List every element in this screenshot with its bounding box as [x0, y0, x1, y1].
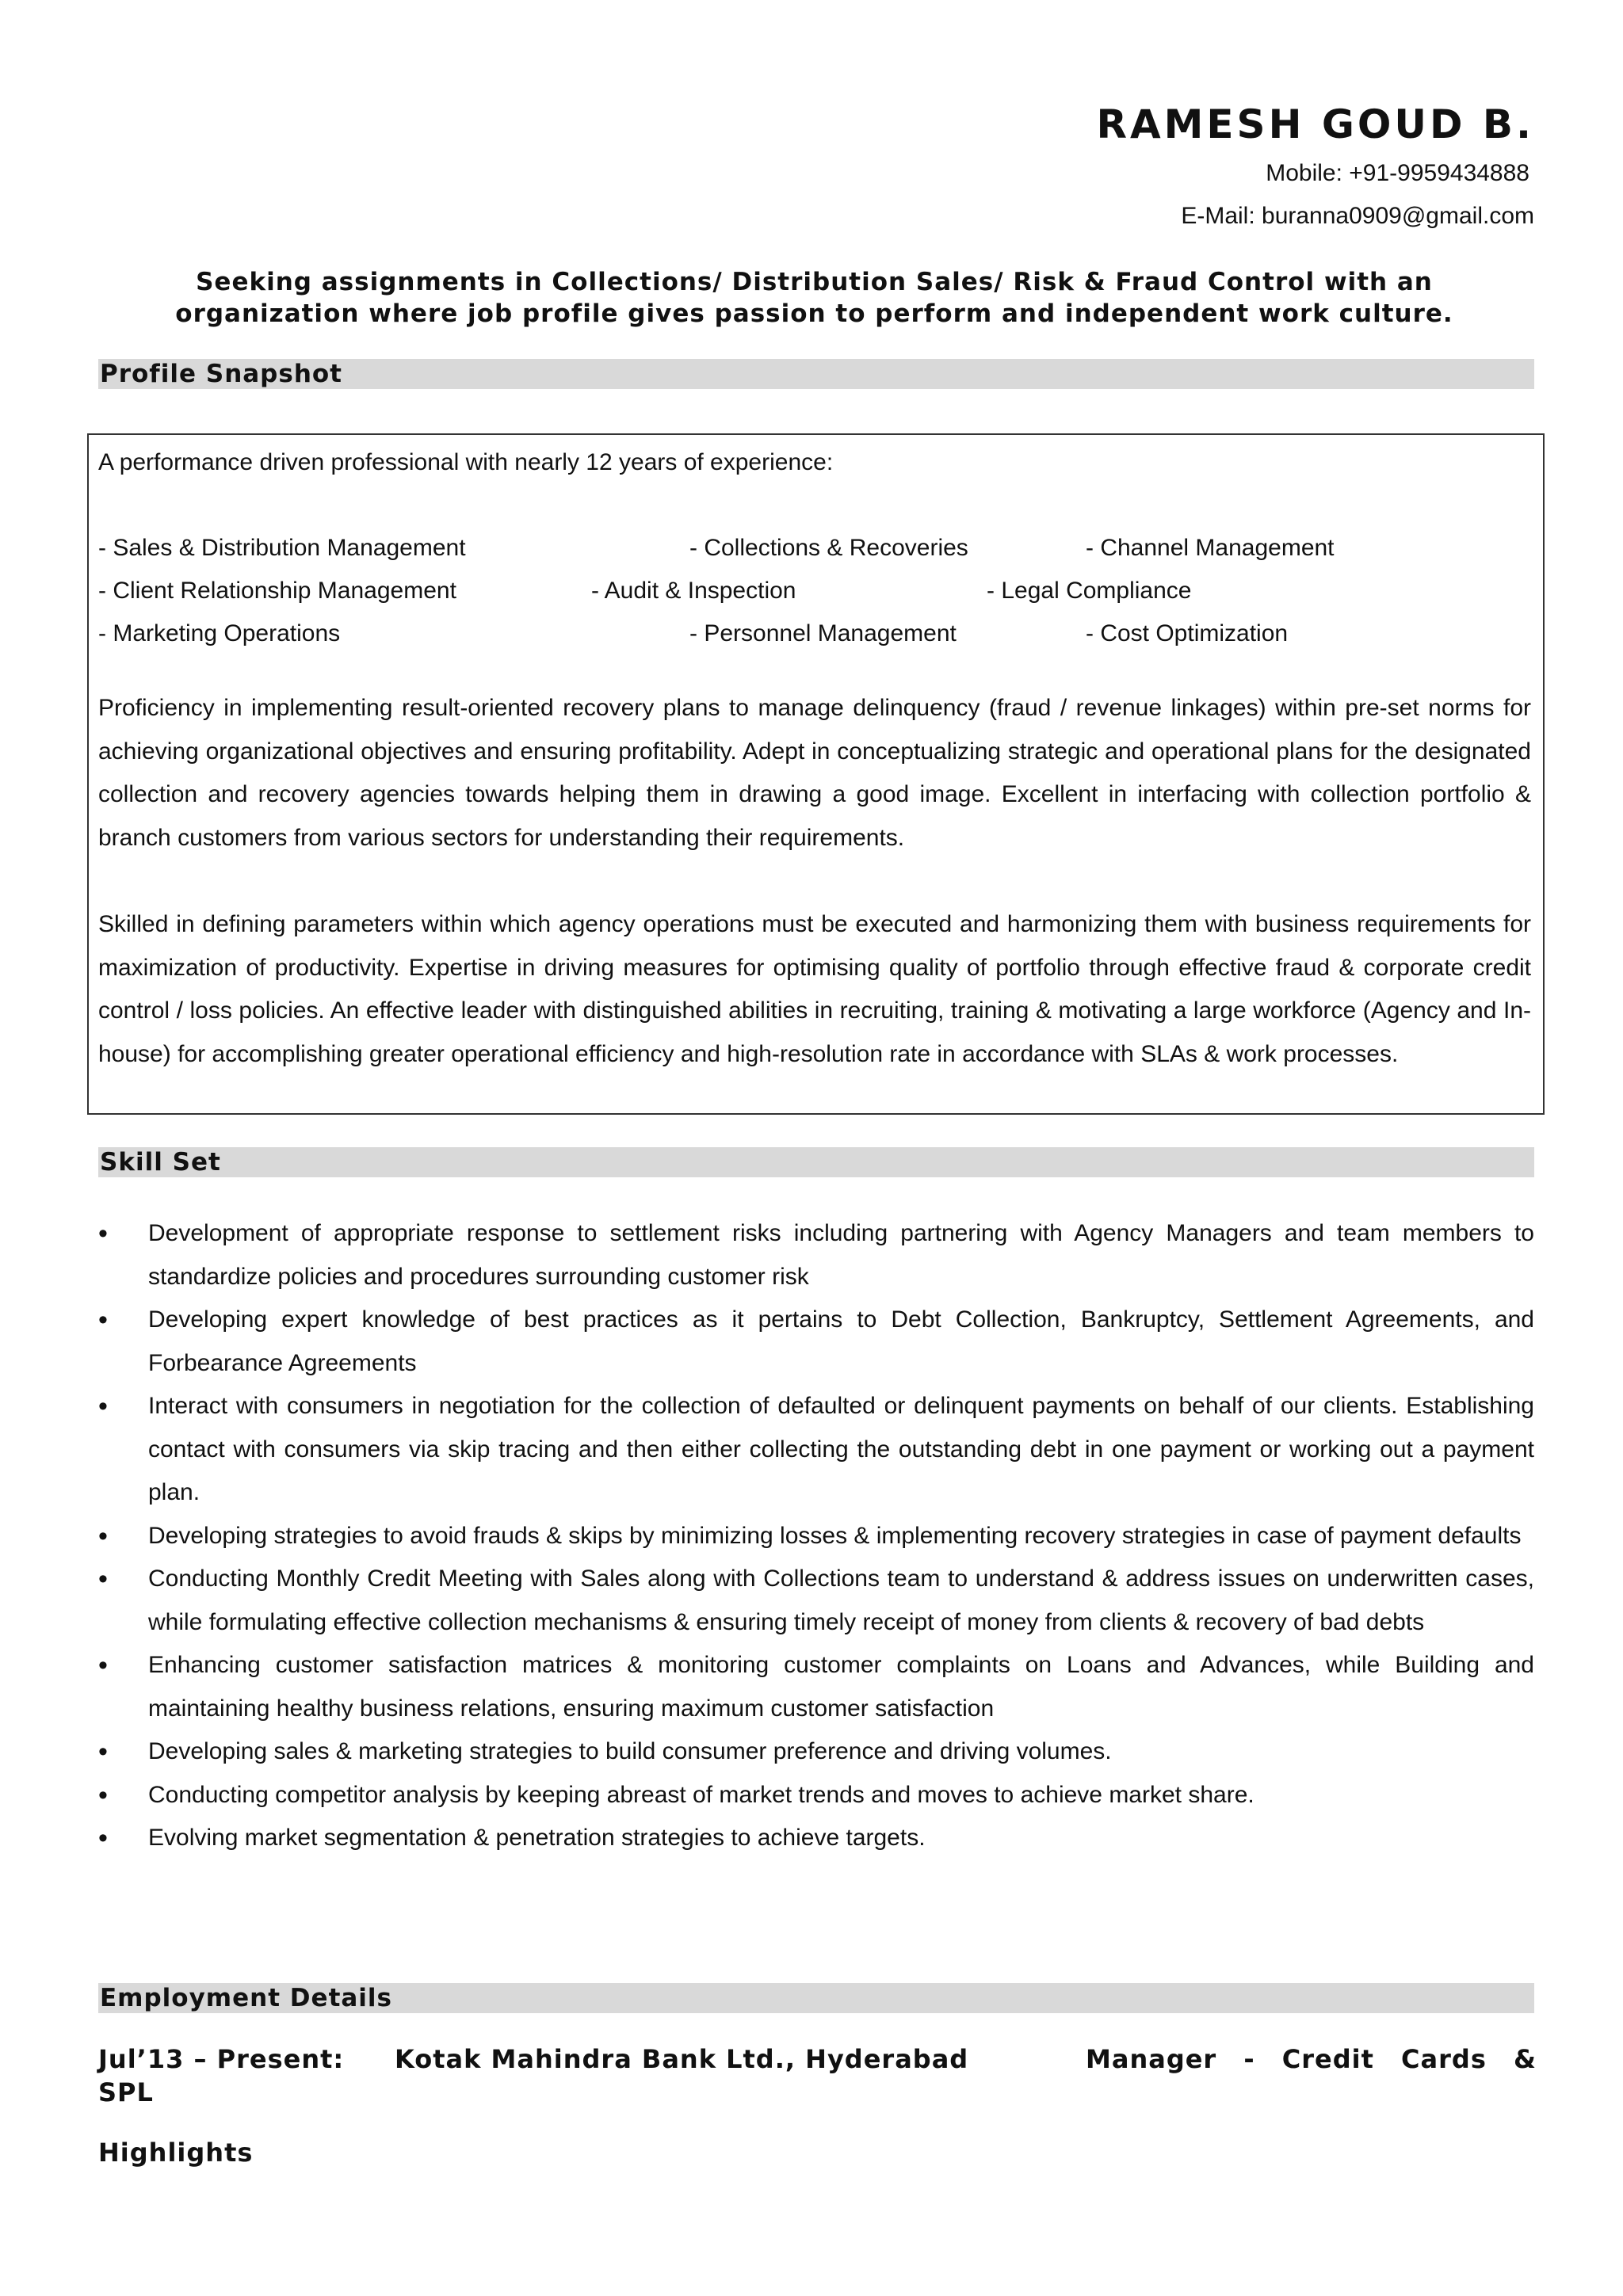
competency-item: - Legal Compliance	[987, 578, 1192, 604]
job-role-continued: SPL	[98, 2077, 154, 2107]
skill-item: • Conducting Monthly Credit Meeting with Sales along with Collections team to understand & address issues on underwritten cases, while formulating effective collection mechanisms & ensuring timely receipt of money from clients & recovery of bad debts	[98, 1558, 1534, 1644]
skill-set-title: Skill Set	[100, 1148, 221, 1177]
competency-item: - Cost Optimization	[1086, 620, 1289, 646]
skill-item: • Developing strategies to avoid frauds & skips by minimizing losses & implementing recovery strategies in case of payment defaults	[98, 1515, 1534, 1558]
highlights-title: Highlights	[98, 2138, 254, 2168]
competency-item: - Client Relationship Management	[98, 578, 456, 604]
competency-item: - Channel Management	[1086, 535, 1335, 561]
email-address: E-Mail: buranna0909@gmail.com	[1181, 203, 1534, 229]
profile-intro: A performance driven professional with nearly 12 years of experience:	[98, 449, 834, 475]
mobile-number: Mobile: +91-9959434888	[1266, 160, 1529, 186]
skill-set-header	[98, 1147, 1534, 1177]
skill-item: • Enhancing customer satisfaction matrices & monitoring customer complaints on Loans and Advances, while Building and maintaining healthy business relations, ensuring maximum customer satisfaction	[98, 1644, 1534, 1730]
skill-item: • Conducting competitor analysis by keeping abreast of market trends and moves to achieve market share.	[98, 1774, 1534, 1817]
skill-list	[98, 1212, 1534, 1860]
skill-item: • Development of appropriate response to settlement risks including partnering with Agency Managers and team members to standardize policies and procedures surrounding customer risk	[98, 1212, 1534, 1299]
skill-item: • Interact with consumers in negotiation for the collection of defaulted or delinquent payments on behalf of our clients. Establishing contact with consumers via skip tracing and then either collecting the outstanding debt in one payment or working out a payment plan.	[98, 1385, 1534, 1515]
profile-snapshot-header	[98, 359, 1534, 389]
employment-details-header	[98, 1983, 1534, 2013]
employment-details-title: Employment Details	[100, 1984, 393, 2012]
skill-item: • Evolving market segmentation & penetration strategies to achieve targets.	[98, 1817, 1534, 1860]
competency-item: - Personnel Management	[689, 620, 957, 646]
profile-snapshot-title: Profile Snapshot	[100, 360, 343, 388]
skill-item: • Developing sales & marketing strategies to build consumer preference and driving volumes.	[98, 1730, 1534, 1774]
competency-item: - Sales & Distribution Management	[98, 535, 466, 561]
competency-item: - Collections & Recoveries	[689, 535, 968, 561]
candidate-name: RAMESH GOUD B.	[1096, 101, 1534, 147]
job-role: Manager - Credit Cards &	[1086, 2044, 1537, 2074]
competency-item: - Marketing Operations	[98, 620, 341, 646]
employment-period: Jul’13 – Present:	[98, 2044, 345, 2074]
profile-paragraph-1: Proficiency in implementing result-oriented recovery plans to manage delinquency (fraud / revenue linkages) within pre-set norms for achieving organizational objectives and ensuring profitability. Adept in conceptualizing strategic and operational plans for the designated collection and recovery agencies towards helping them in drawing a good image. Excellent in interfacing with collection portfolio & branch customers from various sectors for understanding their requirements.	[98, 695, 1531, 851]
profile-paragraph-2: Skilled in defining parameters within which agency operations must be executed and harmonizing them with business requirements for maximization of productivity. Expertise in driving measures for optimising quality of portfolio through effective fraud & corporate credit control / loss policies. An effective leader with distinguished abilities in recruiting, training & motivating a large workforce (Agency and In-house) for accomplishing greater operational efficiency and high-resolution rate in accordance with SLAs & work processes.	[98, 911, 1531, 1067]
skill-item: • Developing expert knowledge of best practices as it pertains to Debt Collection, Bankruptcy, Settlement Agreements, and Forbearance Agreements	[98, 1299, 1534, 1385]
competency-item: - Audit & Inspection	[591, 578, 796, 604]
career-objective: Seeking assignments in Collections/ Distribution Sales/ Risk & Fraud Control with an organization where job profile gives passion to perform and independent work culture.	[175, 268, 1453, 328]
employer-name: Kotak Mahindra Bank Ltd., Hyderabad	[395, 2044, 969, 2074]
